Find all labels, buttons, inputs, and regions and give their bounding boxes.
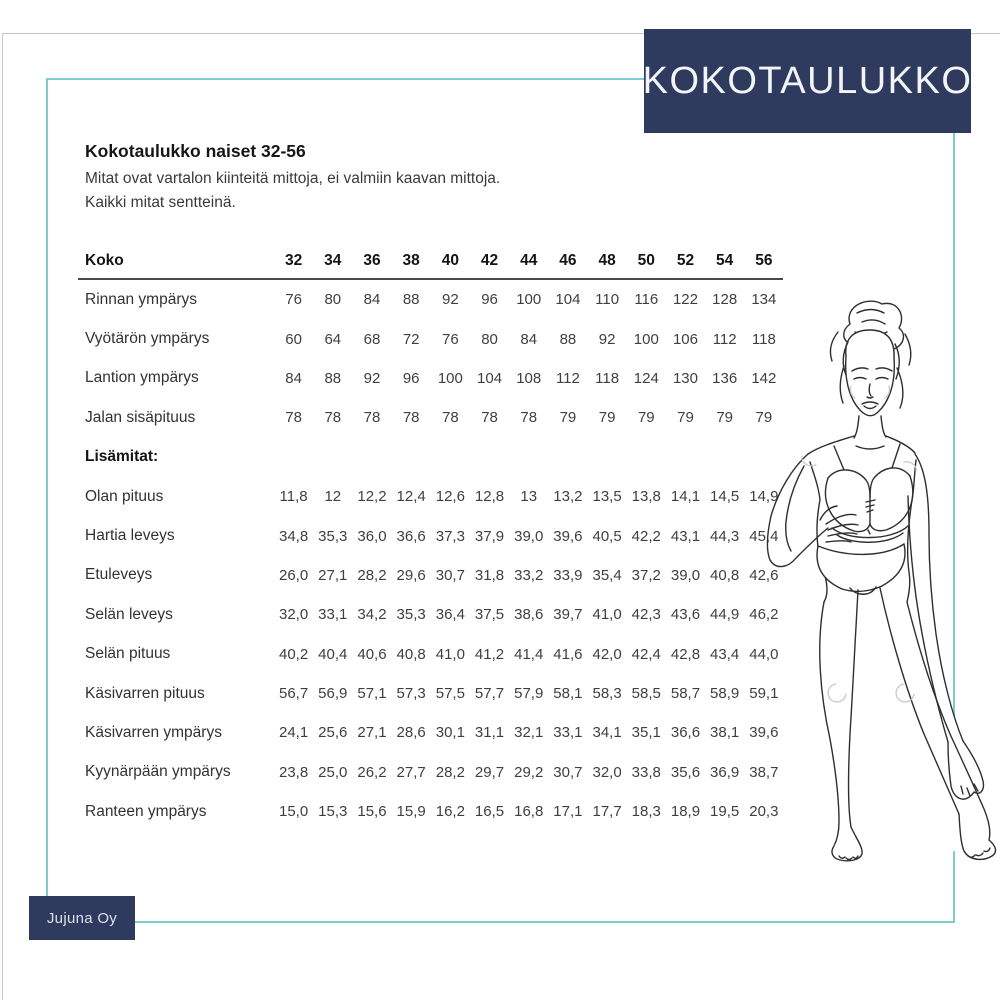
measurement-value: 118: [595, 369, 620, 387]
measurement-value: 12: [324, 488, 342, 506]
empty-cell: [470, 438, 509, 477]
measurement-value: 92: [442, 291, 459, 309]
measurement-value: 60: [285, 330, 302, 348]
measurement-value: 134: [751, 291, 777, 309]
measurement-value: 39,6: [553, 527, 583, 545]
measurement-value: 58,3: [592, 685, 622, 703]
measurement-value: 38,7: [749, 763, 779, 781]
measurement-value: 64: [324, 330, 342, 348]
measurement-value: 104: [555, 291, 581, 309]
measurement-value: 84: [520, 330, 538, 348]
measurement-value: 41,0: [592, 606, 622, 624]
measurement-value: 15,3: [318, 803, 348, 821]
measurement-value: 30,7: [435, 566, 465, 584]
measurement-value: 44,9: [710, 606, 740, 624]
measurement-value: 43,1: [670, 527, 701, 545]
measurement-value: 100: [633, 330, 659, 348]
measurement-value: 35,1: [631, 724, 661, 742]
measurement-row-label: Kyynärpään ympärys: [85, 763, 231, 781]
measurement-value: 24,1: [278, 724, 309, 742]
measurement-value: 11,8: [279, 488, 308, 506]
measurement-value: 17,7: [592, 803, 622, 821]
measurement-value: 92: [363, 369, 381, 387]
measurement-value: 57,1: [357, 685, 387, 703]
measurement-value: 104: [477, 369, 503, 387]
size-header-42: 42: [470, 244, 509, 280]
size-header-50: 50: [627, 244, 666, 280]
measurement-value: 40,8: [710, 566, 740, 584]
measurement-value: 57,3: [396, 685, 426, 703]
measurement-value: 142: [751, 369, 777, 387]
measurement-row-label: Etuleveys: [85, 566, 153, 584]
banner-title: KOKOTAULUKKO: [642, 59, 973, 102]
measurement-value: 14,1: [670, 488, 701, 506]
measurement-value: 13,5: [592, 488, 622, 506]
measurement-value: 79: [637, 409, 655, 427]
measurement-value: 58,7: [670, 685, 701, 703]
measurement-value: 33,8: [631, 763, 661, 781]
measurement-value: 96: [402, 369, 420, 387]
measurement-value: 36,6: [670, 724, 701, 742]
measurement-value: 16,2: [435, 803, 465, 821]
measurement-value: 37,3: [435, 527, 465, 545]
measurement-value: 122: [672, 291, 698, 309]
measurement-value: 42,2: [631, 527, 661, 545]
measurement-value: 80: [481, 330, 498, 348]
measurement-value: 80: [324, 291, 342, 309]
measurement-value: 130: [672, 369, 698, 387]
measurement-value: 43,4: [710, 645, 740, 663]
measurement-value: 28,6: [396, 724, 426, 742]
empty-cell: [274, 438, 313, 477]
measurement-value: 36,0: [357, 527, 387, 545]
measurement-value: 79: [598, 409, 616, 427]
measurement-value: 108: [516, 369, 542, 387]
measurement-value: 68: [363, 330, 381, 348]
measurement-value: 41,6: [553, 645, 583, 663]
measurement-value: 100: [516, 291, 542, 309]
measurement-value: 78: [285, 409, 302, 427]
measurement-value: 33,2: [514, 566, 544, 584]
measurement-value: 42,6: [749, 566, 779, 584]
size-header-38: 38: [392, 244, 431, 280]
measurement-value: 46,2: [749, 606, 779, 624]
measurement-row-label: Selän pituus: [85, 645, 171, 663]
document-page: [2, 33, 1000, 1000]
measurement-value: 39,6: [749, 724, 779, 742]
measurement-value: 78: [520, 409, 538, 427]
measurement-row-label: Selän leveys: [85, 605, 173, 623]
measurement-row-label: Jalan sisäpituus: [85, 408, 196, 426]
measurement-value: 112: [555, 369, 580, 387]
measurement-value: 33,9: [553, 566, 583, 584]
measurement-value: 41,2: [474, 645, 505, 663]
size-header-54: 54: [705, 244, 744, 280]
measurement-value: 44,3: [710, 527, 740, 545]
company-tag: [29, 896, 135, 940]
measurement-value: 116: [634, 291, 659, 309]
measurement-value: 15,6: [357, 803, 387, 821]
measurement-row-label: Olan pituus: [85, 487, 164, 505]
size-header-36: 36: [352, 244, 391, 280]
measurement-value: 57,9: [514, 685, 544, 703]
measurement-value: 136: [712, 369, 738, 387]
measurement-value: 16,8: [514, 803, 544, 821]
measurement-row-label: Käsivarren ympärys: [85, 723, 222, 741]
size-header-32: 32: [274, 244, 313, 280]
measurement-value: 13,8: [631, 488, 661, 506]
size-table: [78, 244, 783, 831]
measurement-value: 37,9: [474, 527, 505, 545]
measurement-value: 58,1: [553, 685, 583, 703]
empty-cell: [509, 438, 548, 477]
measurement-value: 28,2: [357, 566, 387, 584]
measurement-value: 78: [363, 409, 381, 427]
measurement-value: 16,5: [474, 803, 505, 821]
measurement-value: 12,2: [357, 488, 387, 506]
measurement-row-label: Lantion ympärys: [85, 369, 199, 387]
title-banner: [644, 29, 971, 133]
measurement-value: 58,5: [631, 685, 661, 703]
measurement-value: 41,4: [514, 645, 544, 663]
measurement-value: 29,7: [474, 763, 505, 781]
measurement-value: 42,0: [592, 645, 622, 663]
measurement-value: 36,4: [435, 606, 465, 624]
measurement-value: 39,7: [553, 606, 583, 624]
measurement-value: 57,7: [474, 685, 505, 703]
measurement-value: 106: [672, 330, 698, 348]
empty-cell: [666, 438, 705, 477]
measurement-row-label: Vyötärön ympärys: [85, 330, 210, 348]
measurement-value: 37,5: [474, 606, 505, 624]
measurement-value: 76: [442, 330, 459, 348]
measurement-value: 42,4: [631, 645, 661, 663]
size-header-48: 48: [588, 244, 627, 280]
measurement-value: 35,6: [670, 763, 701, 781]
measurement-value: 40,2: [278, 645, 309, 663]
measurement-value: 12,8: [474, 488, 505, 506]
measurement-value: 40,6: [357, 645, 387, 663]
measurement-value: 31,8: [474, 566, 505, 584]
measurement-value: 25,6: [318, 724, 348, 742]
measurement-value: 78: [481, 409, 498, 427]
measurement-value: 30,1: [435, 724, 465, 742]
measurement-value: 44,0: [749, 645, 779, 663]
measurement-value: 57,5: [435, 685, 465, 703]
measurement-value: 26,0: [278, 566, 309, 584]
measurement-value: 96: [481, 291, 498, 309]
measurement-value: 45,4: [749, 527, 779, 545]
measurement-value: 26,2: [357, 763, 387, 781]
section-label: Lisämitat:: [85, 448, 159, 466]
measurement-value: 27,1: [357, 724, 387, 742]
measurement-value: 88: [402, 291, 420, 309]
measurement-value: 37,2: [631, 566, 661, 584]
empty-cell: [588, 438, 627, 477]
measurement-value: 78: [324, 409, 342, 427]
measurement-value: 34,8: [278, 527, 309, 545]
measurement-value: 38,1: [710, 724, 740, 742]
measurement-value: 88: [324, 369, 342, 387]
measurement-value: 12,6: [435, 488, 465, 506]
measurement-value: 13: [520, 488, 538, 506]
measurement-value: 36,9: [710, 763, 740, 781]
measurement-value: 39,0: [670, 566, 701, 584]
measurement-value: 15,9: [396, 803, 426, 821]
measurement-value: 40,4: [318, 645, 348, 663]
measurement-value: 33,1: [318, 606, 348, 624]
measurement-value: 13,2: [553, 488, 583, 506]
measurement-value: 31,1: [474, 724, 505, 742]
subtitle-line-1: Mitat ovat vartalon kiinteitä mittoja, ei valmiin kaavan mittoja.: [85, 170, 501, 187]
measurement-value: 30,7: [553, 763, 583, 781]
measurement-row-label: Hartia leveys: [85, 527, 175, 545]
measurement-value: 88: [559, 330, 577, 348]
measurement-value: 58,9: [710, 685, 740, 703]
size-header-44: 44: [509, 244, 548, 280]
empty-cell: [313, 438, 352, 477]
subtitle-line-2: Kaikki mitat sentteinä.: [85, 194, 236, 211]
measurement-value: 32,0: [592, 763, 622, 781]
measurement-value: 28,2: [435, 763, 465, 781]
empty-cell: [627, 438, 666, 477]
measurement-value: 34,1: [592, 724, 622, 742]
measurement-value: 14,5: [710, 488, 740, 506]
measurement-value: 112: [712, 330, 737, 348]
measurement-value: 17,1: [553, 803, 583, 821]
size-header-40: 40: [431, 244, 470, 280]
measurement-value: 33,1: [553, 724, 583, 742]
measurement-value: 32,1: [514, 724, 544, 742]
measurement-value: 100: [437, 369, 463, 387]
measurement-value: 23,8: [278, 763, 309, 781]
page-title: Kokotaulukko naiset 32-56: [85, 141, 306, 161]
measurement-value: 36,6: [396, 527, 426, 545]
size-header-56: 56: [744, 244, 783, 280]
measurement-value: 20,3: [749, 803, 779, 821]
measurement-value: 14,9: [749, 488, 779, 506]
measurement-value: 72: [402, 330, 420, 348]
measurement-value: 32,0: [278, 606, 309, 624]
measurement-value: 27,7: [396, 763, 426, 781]
measurement-value: 78: [442, 409, 459, 427]
empty-cell: [392, 438, 431, 477]
measurement-value: 29,6: [396, 566, 426, 584]
measurement-value: 15,0: [278, 803, 309, 821]
measurement-value: 29,2: [514, 763, 544, 781]
measurement-value: 92: [598, 330, 616, 348]
measurement-value: 25,0: [318, 763, 348, 781]
woman-figure-illustration: [758, 294, 1000, 874]
measurement-value: 35,4: [592, 566, 622, 584]
size-column-label: Koko: [78, 244, 274, 280]
company-name: Jujuna Oy: [46, 909, 118, 927]
measurement-value: 19,5: [710, 803, 740, 821]
measurement-value: 42,3: [631, 606, 661, 624]
empty-cell: [352, 438, 391, 477]
measurement-value: 41,0: [435, 645, 465, 663]
measurement-value: 56,7: [278, 685, 309, 703]
size-header-46: 46: [548, 244, 587, 280]
measurement-value: 79: [677, 409, 694, 427]
measurement-row-label: Rinnan ympärys: [85, 290, 197, 308]
measurement-value: 18,9: [670, 803, 701, 821]
measurement-value: 110: [595, 291, 620, 309]
measurement-value: 18,3: [631, 803, 661, 821]
measurement-value: 78: [402, 409, 420, 427]
measurement-value: 35,3: [396, 606, 426, 624]
measurement-value: 43,6: [670, 606, 701, 624]
measurement-value: 42,8: [670, 645, 701, 663]
measurement-value: 35,3: [318, 527, 348, 545]
size-header-52: 52: [666, 244, 705, 280]
measurement-value: 79: [559, 409, 577, 427]
measurement-value: 124: [633, 369, 659, 387]
measurement-value: 56,9: [318, 685, 348, 703]
measurement-row-label: Käsivarren pituus: [85, 684, 205, 702]
measurement-value: 84: [285, 369, 302, 387]
measurement-value: 118: [751, 330, 776, 348]
measurement-value: 128: [712, 291, 738, 309]
empty-cell: [431, 438, 470, 477]
empty-cell: [705, 438, 744, 477]
woman-croquis-svg: [758, 294, 1000, 874]
measurement-row-label: Ranteen ympärys: [85, 802, 207, 820]
measurement-value: 79: [716, 409, 733, 427]
measurement-value: 38,6: [514, 606, 544, 624]
measurement-value: 34,2: [357, 606, 387, 624]
measurement-value: 40,8: [396, 645, 426, 663]
measurement-value: 12,4: [396, 488, 426, 506]
measurement-value: 79: [755, 409, 773, 427]
measurement-value: 59,1: [749, 685, 779, 703]
measurement-value: 40,5: [592, 527, 622, 545]
measurement-value: 27,1: [318, 566, 348, 584]
size-header-34: 34: [313, 244, 352, 280]
measurement-value: 84: [363, 291, 381, 309]
measurement-value: 76: [285, 291, 302, 309]
empty-cell: [548, 438, 587, 477]
measurement-value: 39,0: [514, 527, 544, 545]
